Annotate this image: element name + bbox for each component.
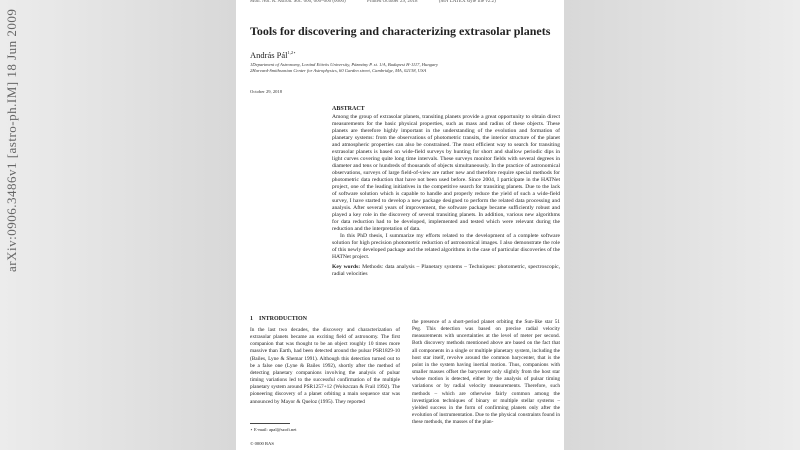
email-footnote: ⋆ E-mail: apal@szofi.net <box>250 427 297 432</box>
paper-date: October 29, 2018 <box>250 89 283 94</box>
printed-date: Printed October 29, 2018 <box>366 0 418 4</box>
paper-title: Tools for discovering and characterizing extrasolar planets <box>250 24 551 38</box>
running-header <box>250 0 516 4</box>
keywords-list: Methods: data analysis – Planetary systems – Techniques: photometric, spectroscopic, radial velocities <box>332 264 561 277</box>
journal-reference: Mon. Not. R. Astron. Soc. 000, 000–000 (0000) <box>250 0 346 4</box>
footnote-rule <box>250 423 290 424</box>
author-name: András Pál <box>250 50 288 60</box>
section-number: 1 <box>250 316 253 322</box>
abstract-paragraph-2: In this PhD thesis, I summarize my efforts related to the development of a complete software solution for high precision photometric reduction of astronomical images. I also demonstrate the role of this newly developed package and the related algorithms in the case of particular discoveries of the HATNet project. <box>332 233 560 260</box>
abstract-paragraph-1: Among the group of extrasolar planets, transiting planets provide a great opportunity to obtain direct measurements for the basic physical properties, such as mass and radius of these objects. These planets are therefore highly important in the understanding of the evolution and formation of planetary systems: from the observations of photometric transits, the interior structure of the planet and atmospheric properties can also be constrained. The most efficient way to search for transiting extrasolar planets is based on wide-field surveys by hunting for short and shallow periodic dips in light curves covering quite long time intervals. These surveys monitor fields with several degrees in diameter and tens or hundreds of thousands of objects simultaneously. In the practice of astronomical observations, surveys of large field-of-view are rather new and therefore require special methods for photometric data reduction that have not been used before. Since 2004, I participate in the HATNet project, one of the leading initiatives in the competitive search for transiting planets. Due to the lack of software solution which is capable to handle and properly reduce the yield of such a wide-field survey, I have started to develop a new package designed to perform the related data processing and analysis. After several years of improvement, the software package became sufficiently robust and played a key role in the discovery of several transiting planets. In addition, various new algorithms for data reduction had to be developed, implemented and tested which were relevant during the reduction and the interpretation of data. <box>332 114 560 232</box>
intro-column-right: the presence of a short-period planet orbiting the Sun-like star 51 Peg. This detection was based on precise radial velocity measurements with uncertainties at the level of meter per second. Both discovery methods mentioned above are based on the fact that all components in a single or multiple planetary system, including the host star itself, revolve around the common barycenter, that is the point in the system having inertial motion. Thus, companions with smaller masses offset the barycenter only slightly from the host star whose motion is detected, either by the analysis of pulsar timing variations or by radial velocity measurements. Therefore, such methods – which are otherwise fairly common among the investigation techniques of binary or multiple stellar systems – yielded success in the form of confirming planets only after the evolution of instrumentation. Due to the physical constraints found in these methods, the masses of the plan- <box>412 319 560 426</box>
keywords-label: Key words: <box>332 264 361 270</box>
section-title: INTRODUCTION <box>259 316 308 322</box>
abstract <box>332 106 560 278</box>
viewer-background-right <box>564 0 800 450</box>
viewer-background-left <box>0 0 236 450</box>
arxiv-identifier: arXiv:0906.3486v1 [astro-ph.IM] 18 Jun 2009 <box>4 8 19 272</box>
intro-column-left: In the last two decades, the discovery and characterization of extrasolar planets became an exciting field of astronomy. The first companion that was thought to be an object roughly 10 times more massive than Earth, had been detected around the pulsar PSR1829-10 (Bailes, Lyne & Shemar 1991). Although this detection turned out to be a false one (Lyne & Bailes 1992), shortly after the method of detecting planetary companions involving the analysis of pulsar timing variations led to the successful confirmation of the multiple planetary system around PSR1257+12 (Wolszczan & Frail 1992). The pioneering discovery of a planet orbiting a main sequence star was announced by Mayor & Queloz (1995). They reported <box>250 327 400 405</box>
affiliation-2: 2Harvard-Smithsonian Center for Astrophysics, 60 Garden street, Cambridge, MA, 02138, USA <box>250 68 427 73</box>
author-marks: 1,2⋆ <box>287 50 296 56</box>
affiliation-1: 1Department of Astronomy, Loránd Eötvös University, Pázmány P. st. 1/A, Budapest H-1117, Hungary <box>250 62 439 67</box>
paper-page <box>236 0 564 450</box>
copyright-notice: © 0000 RAS <box>250 441 274 446</box>
style-file-note: (MN LATEX style file v2.2) <box>438 0 496 4</box>
section-heading <box>250 316 307 322</box>
author-line <box>250 50 296 60</box>
abstract-heading: ABSTRACT <box>332 106 365 112</box>
keywords <box>332 264 560 278</box>
